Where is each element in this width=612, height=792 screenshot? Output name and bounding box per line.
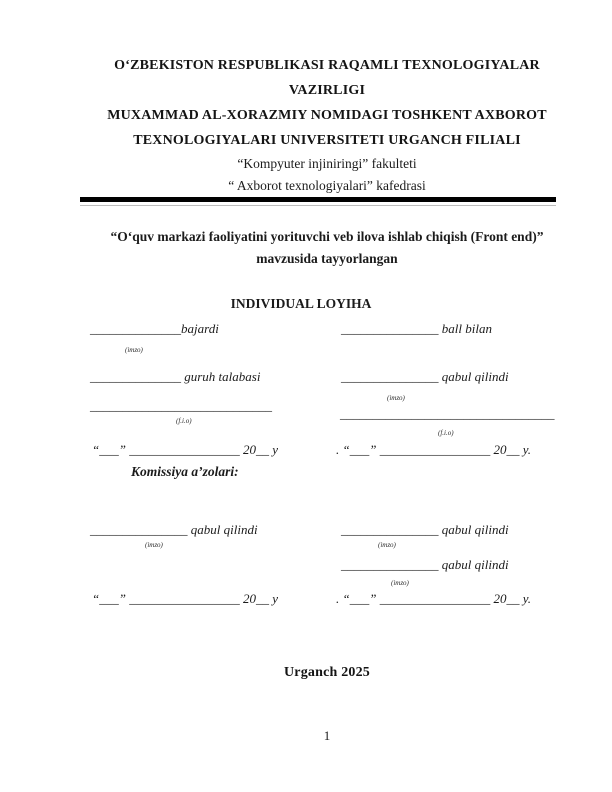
field-qabul-qilindi: _______________ qabul qilindi <box>341 369 509 384</box>
date-field: “___” _________________ 20__ y <box>92 442 278 457</box>
field-bajardi: ______________bajardi <box>90 321 219 336</box>
ministry-line-2: VAZIRLIGI <box>288 83 366 98</box>
university-line-2: TEXNOLOGIYALARI UNIVERSITETI URGANCH FILIALI <box>133 133 521 148</box>
name-underline: _________________________________ <box>340 406 555 421</box>
topic-title: “O‘quv markazi faoliyatini yorituvchi veb ilova ishlab chiqish (Front end)” <box>110 229 544 244</box>
imzo-label: (imzo) <box>391 579 409 587</box>
field-qabul-qilindi: _______________ qabul qilindi <box>341 557 509 572</box>
imzo-label: (imzo) <box>387 394 405 402</box>
imzo-label: (imzo) <box>378 541 396 549</box>
field-qabul-qilindi: _______________ qabul qilindi <box>90 522 258 537</box>
fio-label: (f.i.o) <box>438 429 454 437</box>
date-field: . “___” _________________ 20__ y. <box>336 442 532 457</box>
faculty-line: “Kompyuter injiniringi” fakulteti <box>237 156 417 171</box>
city-year: Urganch 2025 <box>283 665 370 680</box>
ministry-line-1: O‘ZBEKISTON RESPUBLIKASI RAQAMLI TEXNOLOGIYALAR <box>114 58 540 73</box>
fio-label: (f.i.o) <box>176 417 192 425</box>
page-number: 1 <box>323 728 331 743</box>
field-qabul-qilindi: _______________ qabul qilindi <box>341 522 509 537</box>
komissiya-heading: Komissiya a’zolari: <box>131 464 239 479</box>
department-line: “ Axborot texnologiyalari” kafedrasi <box>228 178 426 193</box>
field-ball-bilan: _______________ ball bilan <box>341 321 492 336</box>
imzo-label: (imzo) <box>145 541 163 549</box>
topic-subtitle: mavzusida tayyorlangan <box>256 251 398 266</box>
imzo-label: (imzo) <box>125 346 143 354</box>
field-guruh-talabasi: ______________ guruh talabasi <box>90 369 261 384</box>
university-line-1: MUXAMMAD AL-XORAZMIY NOMIDAGI TOSHKENT AXBOROT <box>107 108 547 123</box>
header-rule-thin <box>80 205 556 206</box>
name-underline: ____________________________ <box>90 398 272 413</box>
project-heading: INDIVIDUAL LOYIHA <box>230 296 372 311</box>
date-field: “___” _________________ 20__ y <box>92 591 278 606</box>
date-field: . “___” _________________ 20__ y. <box>336 591 532 606</box>
header-rule-thick <box>80 197 556 202</box>
